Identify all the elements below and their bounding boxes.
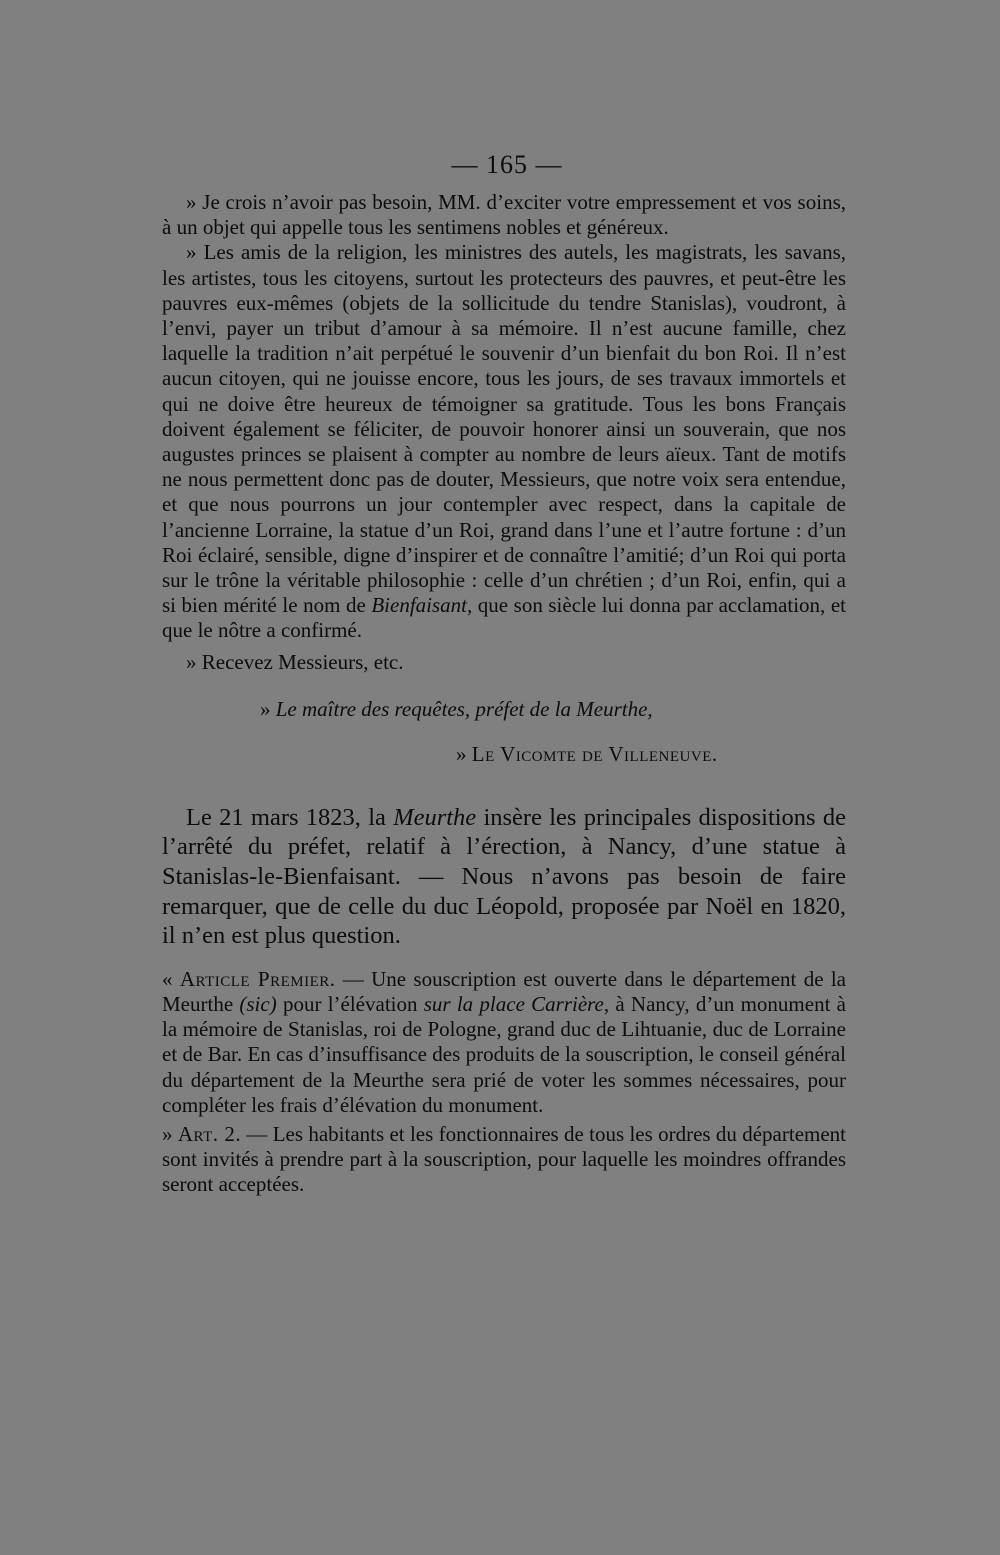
decree-articles <box>162 967 846 1198</box>
signature-name-text: Le Vicomte de Villeneuve. <box>471 741 718 766</box>
signature-title-text: Le maître des requêtes, préfet de la Meurthe, <box>275 696 653 721</box>
journal-name: Meurthe <box>393 803 477 831</box>
signature-title <box>260 697 846 722</box>
letter-closing: » Recevez Messieurs, etc. <box>186 649 404 674</box>
document-page <box>162 150 846 1198</box>
letter-paragraph-2-text: » Les amis de la religion, les ministres des autels, les magistrats, les savans, les artistes, tous les citoyens, surtout les protecteurs des pauvres, et peut-être les pauvres eux-mêmes (objets de la sollicitude du tendre Stanislas), voudront, à l’envi, payer un tribut d’amour à sa mémoire. Il n’est aucune famille, chez laquelle la tradition n’ait perpétué le souvenir d’un bienfait du bon Roi. Il n’est aucun citoyen, qui ne jouisse encore, tous les jours, de ses travaux immortels et qui ne doive être heureux de témoigner sa gratitude. Tous les bons Français doivent également se féliciter, de pouvoir honorer ainsi un souverain, que nos augustes princes se plaisent à compter au nombre de leurs aïeux. Tant de motifs ne nous permettent donc pas de douter, Messieurs, que notre voix sera entendue, et que nous pourrons un jour contempler avec respect, dans la capitale de l’ancienne Lorraine, la statue d’un Roi, grand dans l’une et l’autre fortune : d’un Roi éclairé, sensible, digne d’inspirer et de connaître l’amitié; d’un Roi qui porta sur le trône la véritable philosophie : celle d’un chrétien ; d’un Roi, enfin, qui a si bien mérité le nom de <box>162 240 846 618</box>
article-1: « Article Premier. — Une souscription est ouverte dans le département de la Meurthe (sic) pour l’élévation sur la place Carrière, à Nancy, d’un monument à la mémoire de Stanislas, roi de Pologne, grand duc de Lihtuanie, duc de Lorraine et de Bar. En cas d’insuffisance des produits de la souscription, le conseil général du département de la Meurthe sera prié de voter les sommes nécessaires, pour compléter les frais d’élévation du monument. <box>162 966 847 1117</box>
signature-name <box>456 742 846 767</box>
main-paragraph <box>162 803 846 951</box>
page-number: — 165 — <box>451 150 563 179</box>
article-2-label: Art. 2. <box>177 1122 242 1147</box>
letter-paragraph-2-end: que son siècle lui donna par acclamation, et que le nôtre a confirmé. <box>162 593 846 643</box>
bienfaisant-italic: Bienfaisant, <box>371 593 473 618</box>
article-1-label: Article Premier. <box>179 966 336 991</box>
letter-paragraph-2 <box>162 240 846 643</box>
main-text-part1: Le 21 mars 1823, la <box>186 803 386 831</box>
article-2: » Art. 2. — Les habitants et les fonctionnaires de tous les ordres du département sont invités à prendre part à la souscription, pour laquelle les moindres offrandes seront acceptées. <box>162 1122 847 1197</box>
place-carriere-italic: sur la place Carrière, <box>423 992 610 1017</box>
letter-body <box>162 190 846 675</box>
letter-paragraph-1: » Je crois n’avoir pas besoin, MM. d’exciter votre empressement et vos soins, à un objet qui appelle tous les sentimens nobles et généreux. <box>162 190 846 240</box>
signature-title-mark: » <box>260 696 271 721</box>
signature-name-mark: » <box>456 741 467 766</box>
main-text-part2: insère les principales dispositions de l’arrêté du préfet, relatif à l’érection, à Nancy, d’une statue à Stanislas-le-Bienfaisant. — Nous n’avons pas besoin de faire remarquer, que de celle du duc Léopold, proposée par Noël en 1820, il n’en est plus question. <box>162 803 846 950</box>
sic-italic: (sic) <box>239 992 277 1017</box>
